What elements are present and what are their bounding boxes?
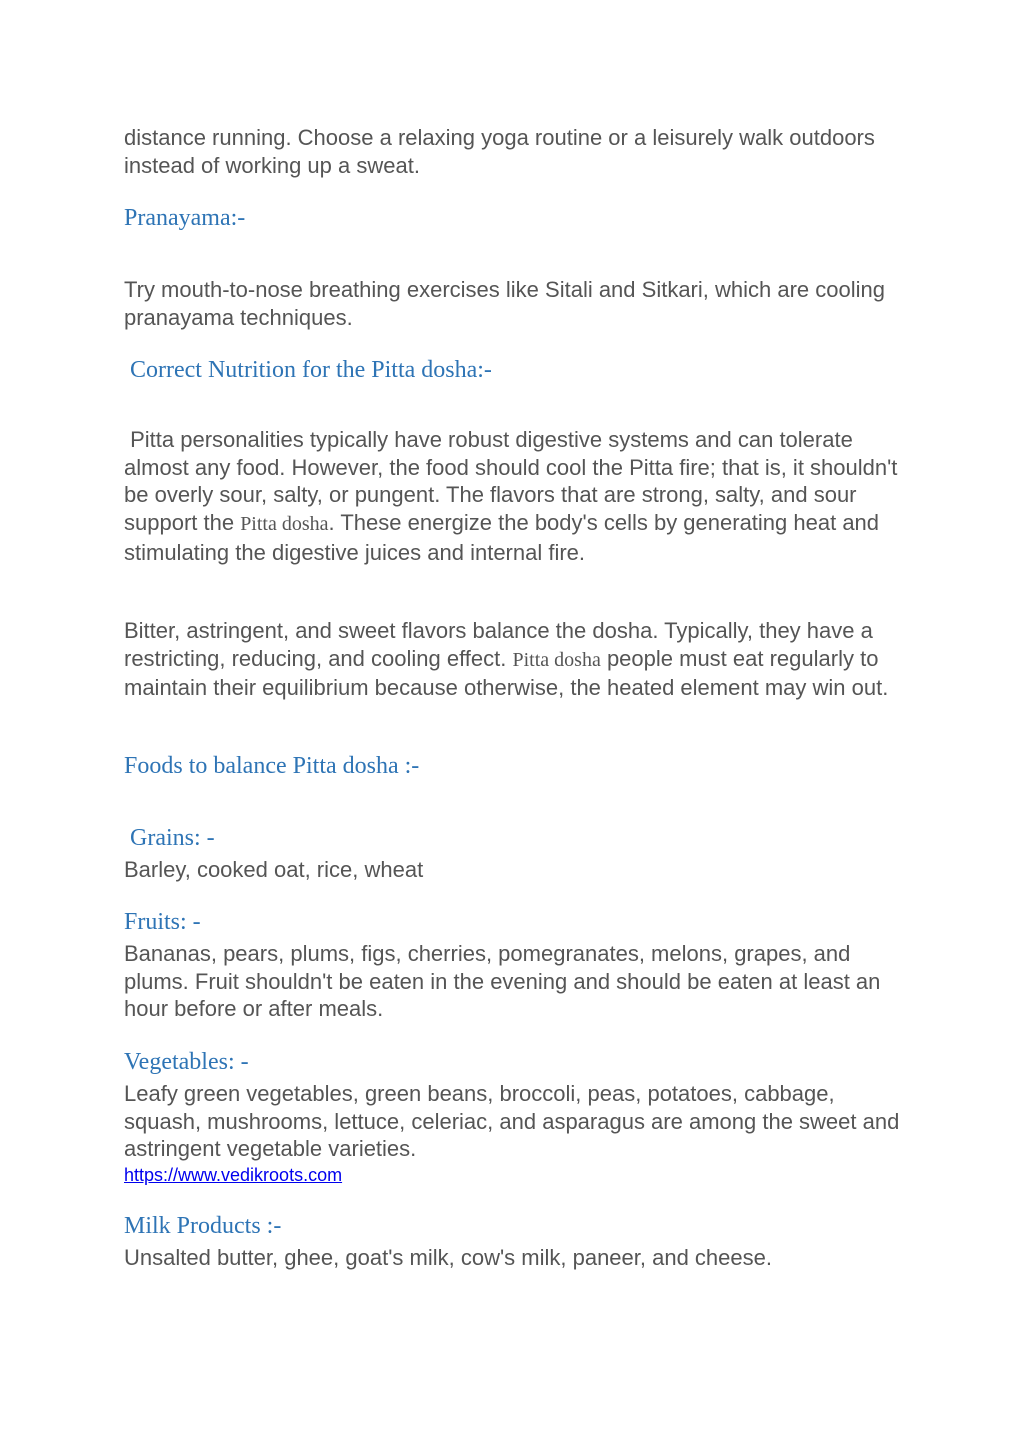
pranayama-heading: Pranayama:- xyxy=(124,205,246,231)
nutrition-p1-text-a: Pitta personalities typically have robust digestive systems and can tolerate almost any food. However, the food should cool the Pitta fire; that is, it shouldn't be overly sour, salty, or pungent. The flavors that are strong, salty, and sour support the xyxy=(124,427,904,536)
grains-heading: Grains: - xyxy=(124,825,215,851)
nutrition-p2-pitta-dosha: Pitta dosha xyxy=(512,648,601,671)
vegetables-text: Leafy green vegetables, green beans, broccoli, peas, potatoes, cabbage, squash, mushrooms, lettuce, celeriac, and asparagus are among the sweet and astringent vegetable varieties. xyxy=(124,1081,900,1162)
grains-text: Barley, cooked oat, rice, wheat xyxy=(124,857,424,882)
nutrition-paragraph-2 xyxy=(124,617,904,702)
fruits-heading: Fruits: - xyxy=(124,909,201,935)
fruits-text: Bananas, pears, plums, figs, cherries, pomegranates, melons, grapes, and plums. Fruit shouldn't be eaten in the evening and should be eaten at least an hour before or after meals. xyxy=(124,941,881,1022)
nutrition-p2-text-b: people must eat regularly to maintain their equilibrium because otherwise, the heated element may win out. xyxy=(124,645,889,701)
nutrition-p2-text-a: Bitter, astringent, and sweet flavors balance the dosha. Typically, they have a restricting, reducing, and cooling effect. xyxy=(124,618,873,671)
pranayama-paragraph: Try mouth-to-nose breathing exercises like Sitali and Sitkari, which are cooling pranayama techniques. xyxy=(124,277,885,330)
nutrition-paragraph-1 xyxy=(124,426,904,567)
foods-heading: Foods to balance Pitta dosha :- xyxy=(124,753,420,779)
nutrition-p1-text-b: . These energize the body's cells by generating heat and stimulating the digestive juices and internal fire. xyxy=(124,510,886,565)
intro-paragraph: distance running. Choose a relaxing yoga routine or a leisurely walk outdoors instead of working up a sweat. xyxy=(124,125,875,178)
vedikroots-link[interactable]: https://www.vedikroots.com xyxy=(124,1165,343,1185)
milk-text: Unsalted butter, ghee, goat's milk, cow's milk, paneer, and cheese. xyxy=(124,1245,772,1270)
nutrition-p1-pitta-dosha: Pitta dosha xyxy=(240,513,329,536)
milk-heading: Milk Products :- xyxy=(124,1213,282,1239)
nutrition-heading: Correct Nutrition for the Pitta dosha:- xyxy=(124,357,492,383)
vegetables-heading: Vegetables: - xyxy=(124,1049,249,1075)
